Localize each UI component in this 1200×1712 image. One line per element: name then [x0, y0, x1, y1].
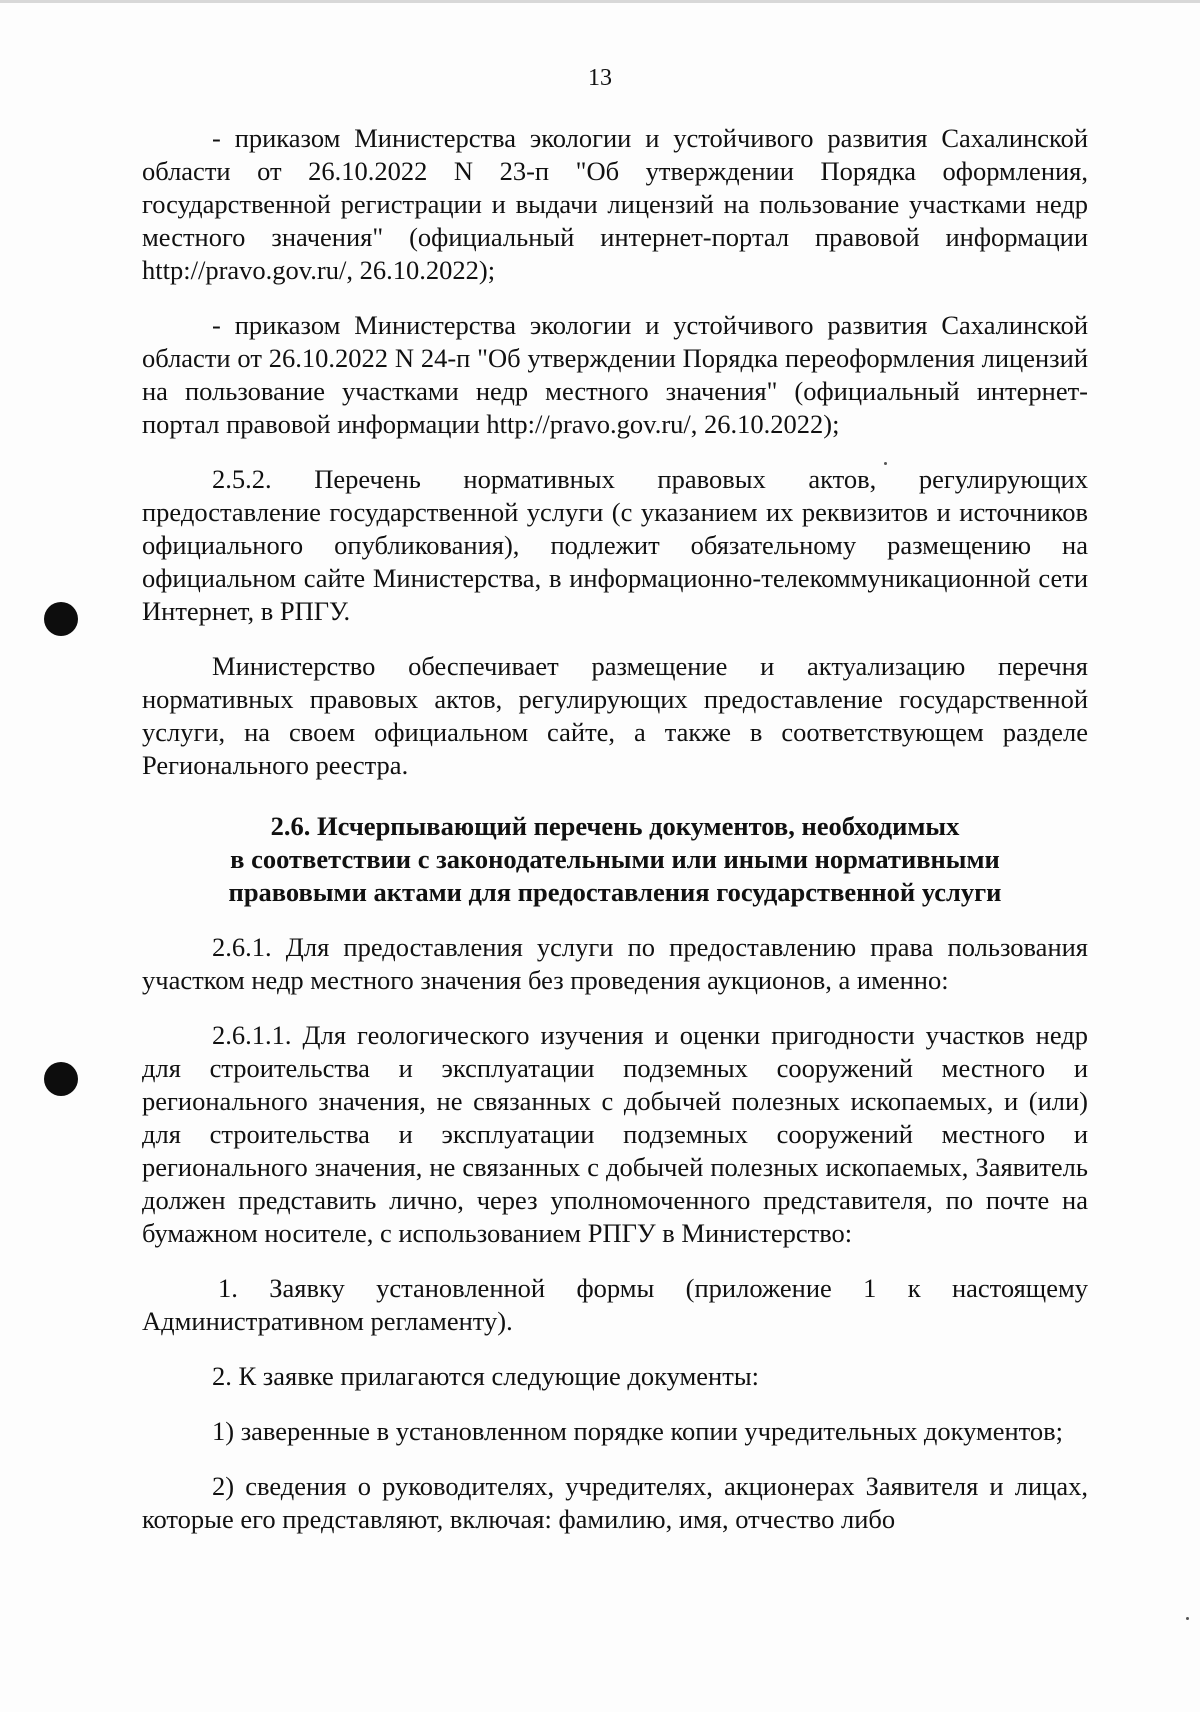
list-item-attachments: 2. К заявке прилагаются следующие документы: [212, 1361, 759, 1391]
punch-hole-bottom [44, 1062, 78, 1096]
paragraph-2-5-2: 2.5.2. Перечень нормативных правовых актов, регулирующих предоставление государственной услуги (с указанием их реквизитов и источников официального опубликования), подлежит обязательному размещению на официальном сайте Министерства, в информационно-телекоммуникационной сети Интернет, в РПГУ. [142, 464, 1088, 626]
document-body [142, 122, 1088, 1558]
paragraph-2-6-1-1: 2.6.1.1. Для геологического изучения и оценки пригодности участков недр для строительства и эксплуатации подземных сооружений местного и регионального значения, не связанных с добычей полезных ископаемых, и (или) для строительства и эксплуатации подземных сооружений местного и регионального значения, не связанных с добычей полезных ископаемых, Заявитель должен представить лично, через уполномоченного представителя, по почте на бумажном носителе, с использованием РПГУ в Министерство: [142, 1020, 1088, 1248]
section-heading-line: 2.6. Исчерпывающий перечень документов, необходимых [270, 811, 960, 841]
paragraph-order-23p: - приказом Министерства экологии и устойчивого развития Сахалинской области от 26.10.2022 N 23-п "Об утверждении Порядка оформления, государственной регистрации и выдачи лицензий на пользование участками недр местного значения" (официальный интернет-портал правовой информации http://pravo.gov.ru/, 26.10.2022); [142, 123, 1088, 285]
section-heading-2-6 [142, 810, 1088, 909]
scan-top-edge [0, 0, 1200, 3]
list-item-founding-documents: 1) заверенные в установленном порядке копии учредительных документов; [212, 1416, 1064, 1446]
punch-hole-top [44, 602, 78, 636]
list-item-managers-info: 2) сведения о руководителях, учредителях, акционерах Заявителя и лицах, которые его представляют, включая: фамилию, имя, отчество либо [142, 1471, 1088, 1534]
section-heading-line: правовыми актами для предоставления государственной услуги [228, 877, 1002, 907]
paragraph-ministry-publication: Министерство обеспечивает размещение и актуализацию перечня нормативных правовых актов, регулирующих предоставление государственной услуги, на своем официальном сайте, а также в соответствующем разделе Регионального реестра. [142, 651, 1088, 780]
page-number: 13 [588, 65, 612, 91]
paragraph-order-24p: - приказом Министерства экологии и устойчивого развития Сахалинской области от 26.10.2022 N 24-п "Об утверждении Порядка переоформления лицензий на пользование участками недр местного значения" (официальный интернет-портал правовой информации http://pravo.gov.ru/, 26.10.2022); [142, 310, 1088, 439]
list-item-application: 1. Заявку установленной формы (приложение 1 к настоящему Административном регламенту). [142, 1273, 1088, 1336]
section-heading-line: в соответствии с законодательными или иными нормативными [230, 844, 1000, 874]
paragraph-2-6-1: 2.6.1. Для предоставления услуги по предоставлению права пользования участком недр местного значения без проведения аукционов, а именно: [142, 932, 1088, 995]
scan-speck [1186, 1617, 1189, 1620]
